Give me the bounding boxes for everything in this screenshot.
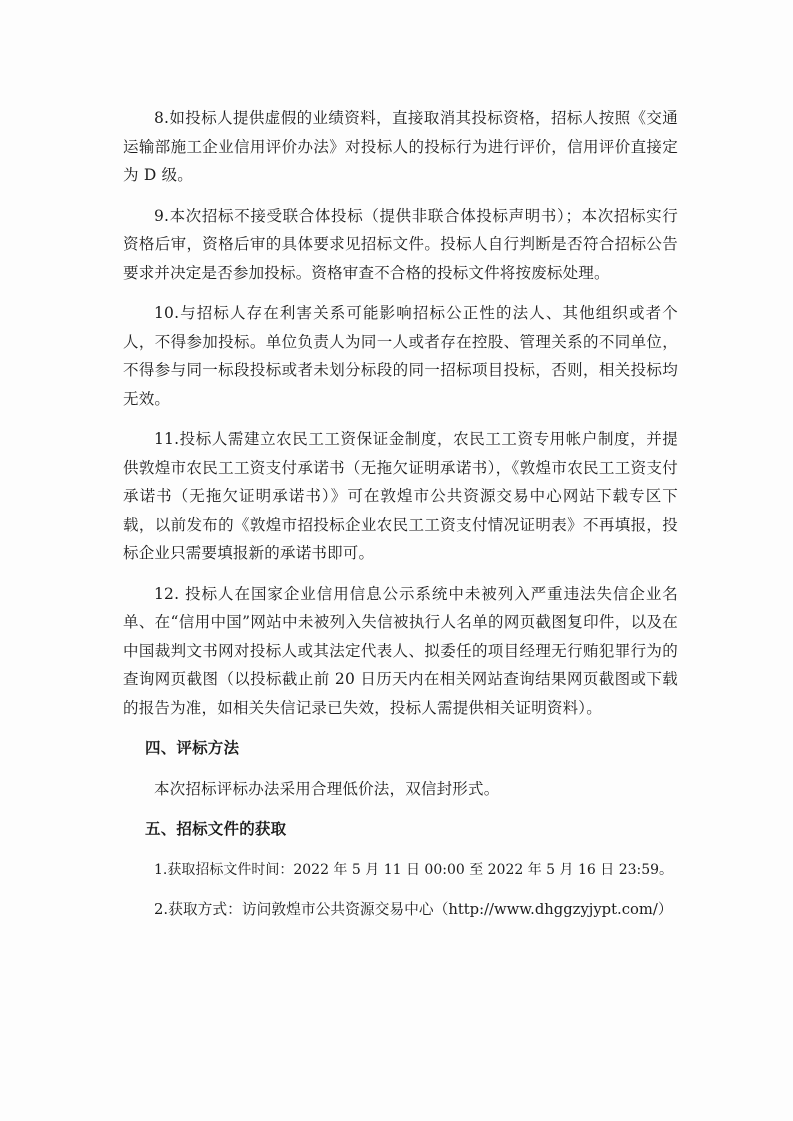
clause-10-paragraph: 10.与招标人存在利害关系可能影响招标公正性的法人、其他组织或者个人，不得参加投标。单位负责人为同一人或者存在控股、管理关系的不同单位，不得参与同一标段投标或者未划分标段的同一招标项目投标，否则，相关投标均无效。 <box>123 304 678 408</box>
document-body <box>123 104 678 937</box>
clause-8-paragraph: 8.如投标人提供虚假的业绩资料，直接取消其投标资格，招标人按照《交通运输部施工企业信用评价办法》对投标人的投标行为进行评价，信用评价直接定为 D 级。 <box>123 109 678 184</box>
clause-12-paragraph: 12. 投标人在国家企业信用信息公示系统中未被列入严重违法失信企业名单、在“信用中国”网站中未被列入失信被执行人名单的网页截图复印件，以及在中国裁判文书网对投标人或其法定代表人、拟委任的项目经理无行贿犯罪行为的查询网页截图（以投标截止前 20 日历天内在相关网站查询结果网页截图或下载的报告为准，如相关失信记录已失效，投标人需提供相关证明资料）。 <box>123 584 678 717</box>
section-5-heading: 五、招标文件的获取 <box>145 820 287 838</box>
clause-9-paragraph: 9.本次招标不接受联合体投标（提供非联合体投标声明书）；本次招标实行资格后审，资格后审的具体要求见招标文件。投标人自行判断是否符合招标公告要求并决定是否参加投标。资格审查不合格的投标文件将按废标处理。 <box>123 206 678 282</box>
section-4-text: 本次招标评标办法采用合理低价法，双信封形式。 <box>154 779 500 798</box>
section-5-item-1: 1.获取招标文件时间：2022 年 5 月 11 日 00:00 至 2022 年 5 月 16 日 23:59。 <box>154 861 674 878</box>
section-4-heading: 四、评标方法 <box>145 739 240 757</box>
clause-11-paragraph: 11.投标人需建立农民工工资保证金制度，农民工工资专用帐户制度，并提供敦煌市农民工工资支付承诺书（无拖欠证明承诺书），《敦煌市农民工工资支付承诺书（无拖欠证明承诺书）》可在敦煌市公共资源交易中心网站下载专区下载，以前发布的《敦煌市招投标企业农民工工资支付情况证明表》不再填报，投标企业只需要填报新的承诺书即可。 <box>123 430 678 562</box>
section-5-item-2: 2.获取方式：访问敦煌市公共资源交易中心（http://www.dhggzyjypt.com/） <box>154 901 673 918</box>
